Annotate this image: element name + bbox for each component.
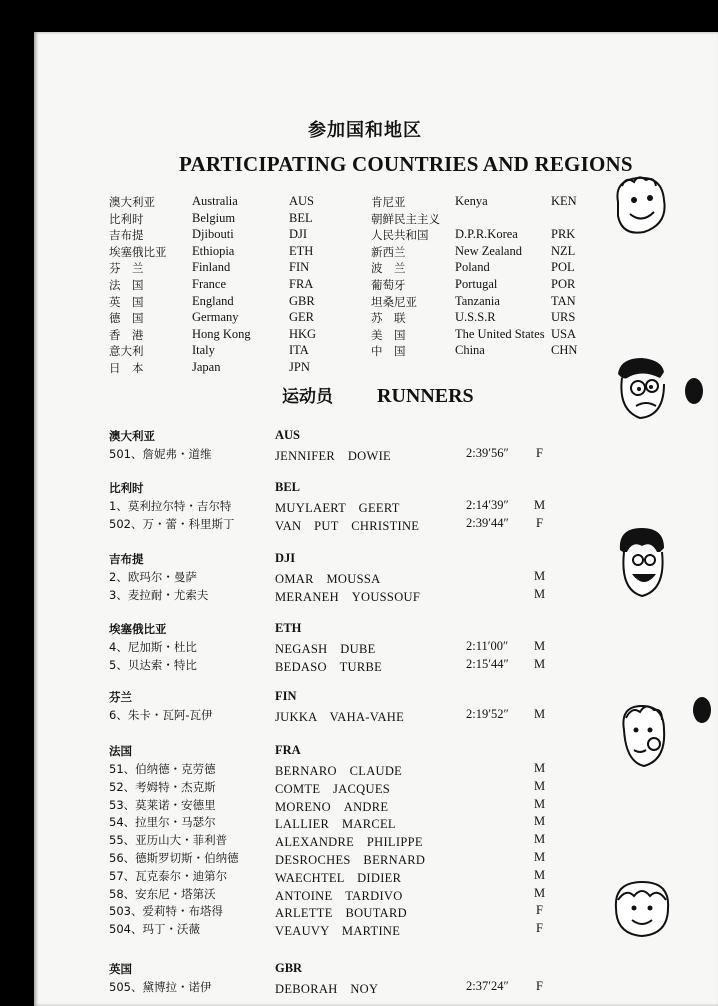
runner-row xyxy=(34,446,718,464)
runner-group-country-code: AUS xyxy=(275,428,301,442)
country-name-chinese: 中 国 xyxy=(371,344,406,359)
runner-group-country-chinese: 澳大利亚 xyxy=(109,429,155,443)
runner-name: DEBORAH NOY xyxy=(275,982,379,996)
country-row xyxy=(109,260,349,277)
country-name-chinese: 新西兰 xyxy=(371,244,406,259)
runner-sex: F xyxy=(536,446,543,460)
runner-name-chinese: 52、考姆特・杰克斯 xyxy=(109,779,216,794)
runner-name-chinese: 503、爱莉特・布塔得 xyxy=(109,904,223,919)
country-row xyxy=(109,310,349,327)
runner-name: VAN PUT CHRISTINE xyxy=(275,518,420,533)
country-name-english: New Zealand xyxy=(455,243,522,258)
country-row xyxy=(109,343,349,360)
runner-row xyxy=(34,832,718,850)
title-english: PARTICIPATING COUNTRIES AND REGIONS xyxy=(179,152,633,176)
country-code: CHN xyxy=(551,343,578,358)
runner-name-chinese: 53、莫莱诺・安德里 xyxy=(109,797,216,812)
runner-name-chinese: 51、伯纳德・克劳德 xyxy=(109,762,216,776)
runner-name: ARLETTE BOUTARD xyxy=(275,906,407,921)
country-code: USA xyxy=(551,326,577,341)
country-code: JPN xyxy=(289,359,310,374)
runner-name: DESROCHES BERNARD xyxy=(275,852,426,867)
country-name-english: China xyxy=(455,343,485,358)
runner-group-country-code: DJI xyxy=(275,551,296,565)
runner-group-country-chinese: 芬兰 xyxy=(109,690,132,704)
country-code: TAN xyxy=(551,293,576,308)
runner-name: ANTOINE TARDIVO xyxy=(275,888,403,903)
runner-row xyxy=(34,707,718,725)
country-code: BEL xyxy=(289,210,313,225)
country-name-english: Finland xyxy=(192,260,231,275)
cartoon-face-icon xyxy=(608,172,672,242)
country-name-chinese: 香 港 xyxy=(109,327,144,342)
country-row xyxy=(109,227,349,244)
runner-name: JUKKA VAHA-VAHE xyxy=(275,710,405,724)
runner-name-chinese: 58、安东尼・塔第沃 xyxy=(109,886,216,901)
runner-time: 2:19′52″ xyxy=(466,707,509,721)
runner-group-country-chinese: 吉布提 xyxy=(109,552,144,566)
country-code: AUS xyxy=(289,194,315,208)
country-name-chinese: 日 本 xyxy=(109,360,144,375)
runner-name: LALLIER MARCEL xyxy=(275,817,396,832)
country-name-chinese: 法 国 xyxy=(109,277,144,292)
runner-name-chinese: 2、欧玛尔・曼萨 xyxy=(109,570,197,584)
runner-group-header xyxy=(34,743,718,761)
country-name-chinese: 德 国 xyxy=(109,311,144,326)
runner-row xyxy=(34,657,718,675)
runner-name-chinese: 505、黛博拉・诺伊 xyxy=(109,980,212,994)
country-name-english: Tanzania xyxy=(455,293,500,308)
runner-row xyxy=(34,797,718,815)
country-code: POR xyxy=(551,276,576,291)
country-code: NZL xyxy=(551,243,576,258)
country-code: ITA xyxy=(289,343,309,358)
runner-sex: M xyxy=(534,656,546,671)
runner-group-header xyxy=(34,621,718,639)
country-name-english: Australia xyxy=(192,194,238,208)
runner-sex: M xyxy=(534,707,546,721)
runner-name: BEDASO TURBE xyxy=(275,659,383,674)
runner-name-chinese: 3、麦拉耐・尤索夫 xyxy=(109,587,209,602)
country-name-chinese: 比利时 xyxy=(109,211,144,226)
country-name-english: Italy xyxy=(192,343,215,358)
country-name-english: D.P.R.Korea xyxy=(455,227,518,242)
country-name-english: Belgium xyxy=(192,210,236,225)
document-page xyxy=(34,32,718,1006)
country-name-english: Poland xyxy=(455,260,490,275)
country-code: DJI xyxy=(289,227,308,242)
runner-name: BERNARO CLAUDE xyxy=(275,764,403,778)
runner-sex: M xyxy=(534,885,546,900)
country-row xyxy=(371,310,611,327)
runner-sex: M xyxy=(534,761,546,775)
country-row xyxy=(371,327,611,344)
country-name-english: Kenya xyxy=(455,194,488,208)
runners-heading-chinese: 运动员 xyxy=(282,387,333,407)
runner-name: MERANEH YOUSSOUF xyxy=(275,589,421,604)
runner-name-chinese: 504、玛丁・沃薇 xyxy=(109,922,200,937)
country-name-english: England xyxy=(192,293,234,308)
runner-group-country-code: ETH xyxy=(275,621,302,635)
runner-group xyxy=(34,961,718,997)
runner-group xyxy=(34,428,718,464)
runner-name-chinese: 502、万・蕾・科里斯丁 xyxy=(109,516,235,531)
punch-hole xyxy=(685,378,703,404)
country-row xyxy=(371,244,611,261)
country-name-chinese: 坦桑尼亚 xyxy=(371,294,417,309)
runner-group-country-chinese: 法国 xyxy=(109,744,132,758)
country-name-english: Ethiopia xyxy=(192,243,235,258)
runner-sex: M xyxy=(534,569,546,583)
runner-name-chinese: 55、亚历山大・菲利普 xyxy=(109,833,228,848)
country-row xyxy=(109,244,349,261)
country-code: URS xyxy=(551,310,576,325)
scan-border-top xyxy=(0,0,718,32)
runner-group-header xyxy=(34,689,718,707)
country-row xyxy=(109,277,349,294)
runner-sex: M xyxy=(534,832,546,847)
runner-sex: M xyxy=(534,778,546,793)
runner-time: 2:37′24″ xyxy=(466,979,509,993)
cartoon-face-icon xyxy=(618,700,670,772)
runner-row xyxy=(34,761,718,779)
country-name-english: Japan xyxy=(192,359,221,374)
country-list-left xyxy=(109,194,349,377)
runner-name: MORENO ANDRE xyxy=(275,799,389,814)
runner-group-country-code: GBR xyxy=(275,961,303,975)
runner-name-chinese: 1、莫利拉尔特・吉尔特 xyxy=(109,499,232,513)
country-code: KEN xyxy=(551,194,577,208)
runner-time: 2:39′44″ xyxy=(466,515,509,530)
country-name-chinese: 美 国 xyxy=(371,327,406,342)
runner-name: OMAR MOUSSA xyxy=(275,572,381,586)
country-row xyxy=(109,194,349,211)
country-name-english: France xyxy=(192,276,227,291)
country-name-english: The United States xyxy=(455,326,545,341)
country-name-chinese: 英 国 xyxy=(109,294,144,309)
country-row xyxy=(371,277,611,294)
country-name-chinese: 澳大利亚 xyxy=(109,195,155,209)
country-code: GBR xyxy=(289,293,315,308)
country-row xyxy=(371,294,611,311)
country-name-chinese: 朝鲜民主主义 xyxy=(371,211,440,226)
runner-name: WAECHTEL DIDIER xyxy=(275,870,402,885)
country-code: FRA xyxy=(289,276,314,291)
country-name-chinese: 意大利 xyxy=(109,344,144,359)
runner-name-chinese: 501、詹妮弗・道维 xyxy=(109,447,212,461)
runner-name: MUYLAERT GEERT xyxy=(275,501,400,515)
runner-name-chinese: 4、尼加斯・杜比 xyxy=(109,640,197,654)
runner-time: 2:39′56″ xyxy=(466,446,509,460)
runner-name-chinese: 5、贝达索・特比 xyxy=(109,657,197,672)
country-list-right xyxy=(371,194,611,360)
runner-sex: F xyxy=(536,979,543,993)
country-name-chinese: 埃塞俄比亚 xyxy=(109,244,167,259)
runner-sex: F xyxy=(536,921,543,936)
runner-name-chinese: 54、拉里尔・马瑟尔 xyxy=(109,815,216,830)
runner-time: 2:11′00″ xyxy=(466,639,509,653)
country-row xyxy=(109,327,349,344)
title-chinese: 参加国和地区 xyxy=(308,120,422,141)
runner-group-header xyxy=(34,480,718,498)
runner-sex: M xyxy=(534,498,546,512)
runners-heading-english: RUNNERS xyxy=(377,385,474,407)
country-name-english: Germany xyxy=(192,310,239,325)
runner-group-country-chinese: 比利时 xyxy=(109,481,144,495)
runner-group xyxy=(34,621,718,675)
country-row xyxy=(371,194,611,211)
country-row xyxy=(109,211,349,228)
country-row xyxy=(371,260,611,277)
runner-row xyxy=(34,814,718,832)
runner-row xyxy=(34,779,718,797)
runner-sex: M xyxy=(534,639,546,653)
runner-sex: M xyxy=(534,796,546,811)
runner-name-chinese: 57、瓦克泰尔・迪第尔 xyxy=(109,868,228,883)
country-code: HKG xyxy=(289,326,317,341)
country-name-english: Portugal xyxy=(455,276,498,291)
runner-group xyxy=(34,689,718,725)
country-row xyxy=(109,294,349,311)
runner-row xyxy=(34,639,718,657)
cartoon-face-icon xyxy=(610,878,674,940)
runner-group-country-chinese: 英国 xyxy=(109,962,132,976)
country-name-chinese: 肯尼亚 xyxy=(371,195,406,209)
runner-row xyxy=(34,850,718,868)
runner-name-chinese: 56、德斯罗切斯・伯纳德 xyxy=(109,850,239,865)
runner-sex: M xyxy=(534,814,546,829)
runner-sex: M xyxy=(534,867,546,882)
country-row xyxy=(109,360,349,377)
runner-sex: M xyxy=(534,586,546,601)
runner-name-chinese: 6、朱卡・瓦阿-瓦伊 xyxy=(109,708,213,722)
country-name-chinese: 芬 兰 xyxy=(109,261,144,276)
runner-sex: M xyxy=(534,849,546,864)
runner-row xyxy=(34,498,718,516)
country-code: ETH xyxy=(289,243,314,258)
runner-name: VEAUVY MARTINE xyxy=(275,924,401,939)
country-name-chinese: 葡萄牙 xyxy=(371,277,406,292)
country-row xyxy=(371,211,611,228)
country-row xyxy=(371,343,611,360)
runner-group-header xyxy=(34,961,718,979)
runner-name: ALEXANDRE PHILIPPE xyxy=(275,835,423,850)
cartoon-face-icon xyxy=(612,524,672,602)
country-code: FIN xyxy=(289,260,310,275)
country-name-chinese: 人民共和国 xyxy=(371,228,429,243)
country-code: GER xyxy=(289,310,314,325)
runner-name: COMTE JACQUES xyxy=(275,781,391,796)
runner-time: 2:14′39″ xyxy=(466,498,509,512)
runner-name: NEGASH DUBE xyxy=(275,642,376,656)
country-code: POL xyxy=(551,260,575,275)
runner-group-country-code: FIN xyxy=(275,689,297,703)
runner-sex: F xyxy=(536,903,543,918)
runner-group-country-code: BEL xyxy=(275,480,301,494)
runner-name: JENNIFER DOWIE xyxy=(275,449,391,463)
country-name-chinese: 吉布提 xyxy=(109,228,144,243)
country-row xyxy=(371,227,611,244)
country-code: PRK xyxy=(551,227,576,242)
runner-group-country-chinese: 埃塞俄比亚 xyxy=(109,622,167,636)
runner-group-country-code: FRA xyxy=(275,743,301,757)
runner-time: 2:15′44″ xyxy=(466,656,509,671)
runner-sex: F xyxy=(536,515,543,530)
country-name-chinese: 苏 联 xyxy=(371,311,406,326)
country-name-chinese: 波 兰 xyxy=(371,261,406,276)
country-name-english: Djibouti xyxy=(192,227,234,242)
runners-heading xyxy=(282,382,474,408)
runner-group-header xyxy=(34,428,718,446)
cartoon-face-icon xyxy=(610,354,674,426)
runner-row xyxy=(34,979,718,997)
country-name-english: Hong Kong xyxy=(192,326,251,341)
country-name-english: U.S.S.R xyxy=(455,310,496,325)
